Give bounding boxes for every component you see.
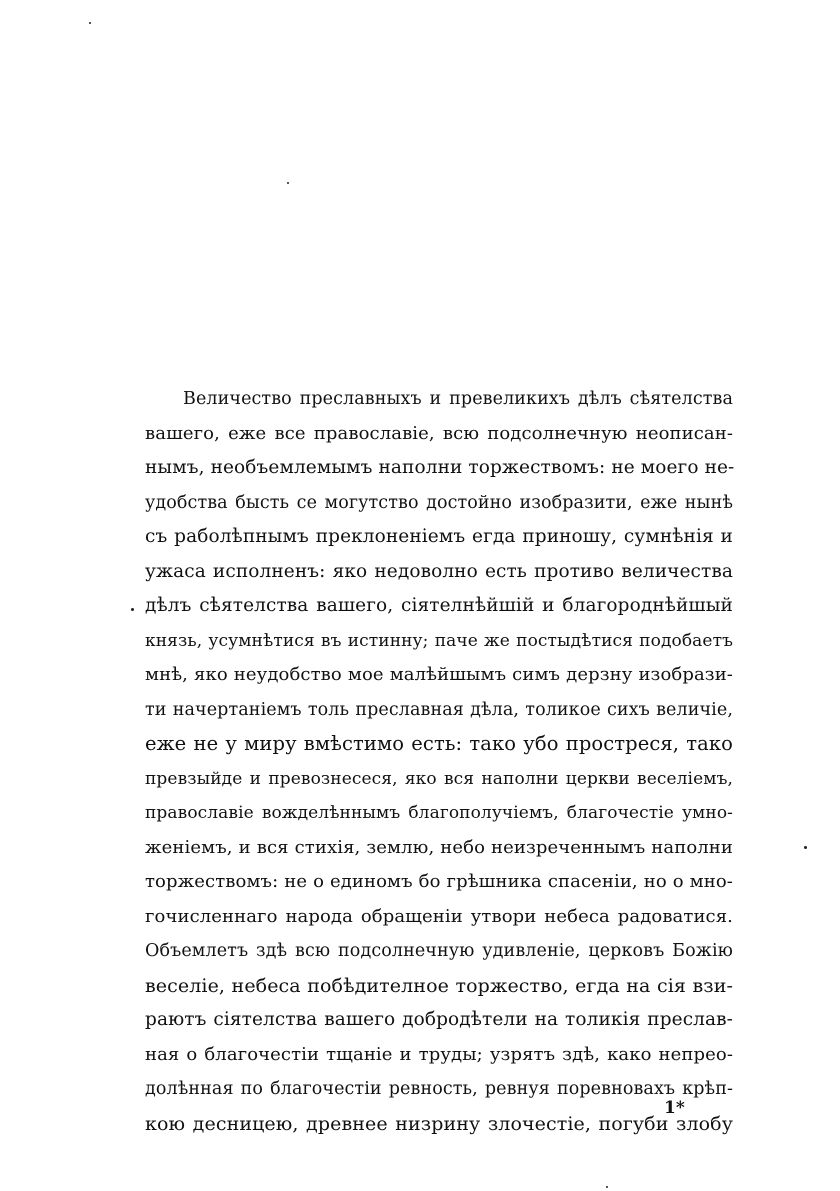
print-speck	[287, 182, 289, 184]
print-speck	[804, 846, 807, 849]
print-speck	[89, 22, 91, 24]
text-line: нымъ, необъемлемымъ наполни торжествомъ: не моего не-	[145, 457, 735, 478]
text-line: ная о благочестіи тщаніе и труды; узрятъ здѣ, како непрео-	[145, 1043, 733, 1065]
text-line: веселіе, небеса побѣдителное торжество, егда на сія взи-	[145, 974, 733, 997]
text-line: еже не у миру вмѣстимо есть: тако убо простреся, тако	[145, 732, 733, 755]
text-line: Величество преславныхъ и превеликихъ дѣлъ сѣятелства	[183, 389, 733, 409]
text-line: мнѣ, яко неудобство мое малѣйшымъ симъ дерзну изобрази-	[145, 664, 733, 685]
text-line: превзыйде и превознесеся, яко вся наполни церкви веселіемъ,	[145, 768, 733, 789]
page-number: 1*	[664, 1098, 685, 1118]
text-line: гочисленнаго народа обращеніи утвори небеса радоватися.	[145, 905, 733, 927]
text-line: долѣнная по благочестіи ревность, ревнуя поревновахъ крѣп-	[145, 1079, 733, 1099]
text-line: ужаса исполненъ: яко недоволно есть противо величества	[145, 560, 733, 582]
text-line: ти начертаніемъ толь преславная дѣла, толикое сихъ величіе,	[145, 699, 733, 720]
text-line: Объемлетъ здѣ всю подсолнечную удивленіе, церковъ Божію	[145, 941, 733, 961]
text-line: дѣлъ сѣятелства вашего, сіятелнѣйшій и благороднѣйшый	[145, 595, 733, 616]
text-line: князь, усумнѣтися въ истинну; паче же постыдѣтися подобаетъ	[145, 630, 733, 651]
text-line: кою десницею, древнее низрину злочестіе, погуби злобу	[145, 1112, 733, 1135]
print-speck	[131, 608, 134, 611]
text-line: торжествомъ: не о единомъ бо грѣшника спасеніи, но о мно-	[145, 871, 733, 892]
print-speck	[606, 1186, 608, 1188]
text-line: женіемъ, и вся стихія, землю, небо неизреченнымъ наполни	[145, 836, 733, 858]
text-line: съ раболѣпнымъ преклоненіемъ егда приношу, сумнѣнія и	[145, 526, 733, 547]
body-text	[145, 382, 733, 1141]
text-line: вашего, еже все православіе, всю подсолнечную неописан-	[145, 422, 733, 444]
text-line: удобства бысть се могутство достойно изобразити, еже нынѣ	[145, 492, 733, 513]
text-line: раютъ сіятелства вашего добродѣтели на толикія преслав-	[145, 1009, 733, 1030]
text-line: православіе вожделѣннымъ благополучіемъ, благочестіе умно-	[145, 803, 733, 823]
